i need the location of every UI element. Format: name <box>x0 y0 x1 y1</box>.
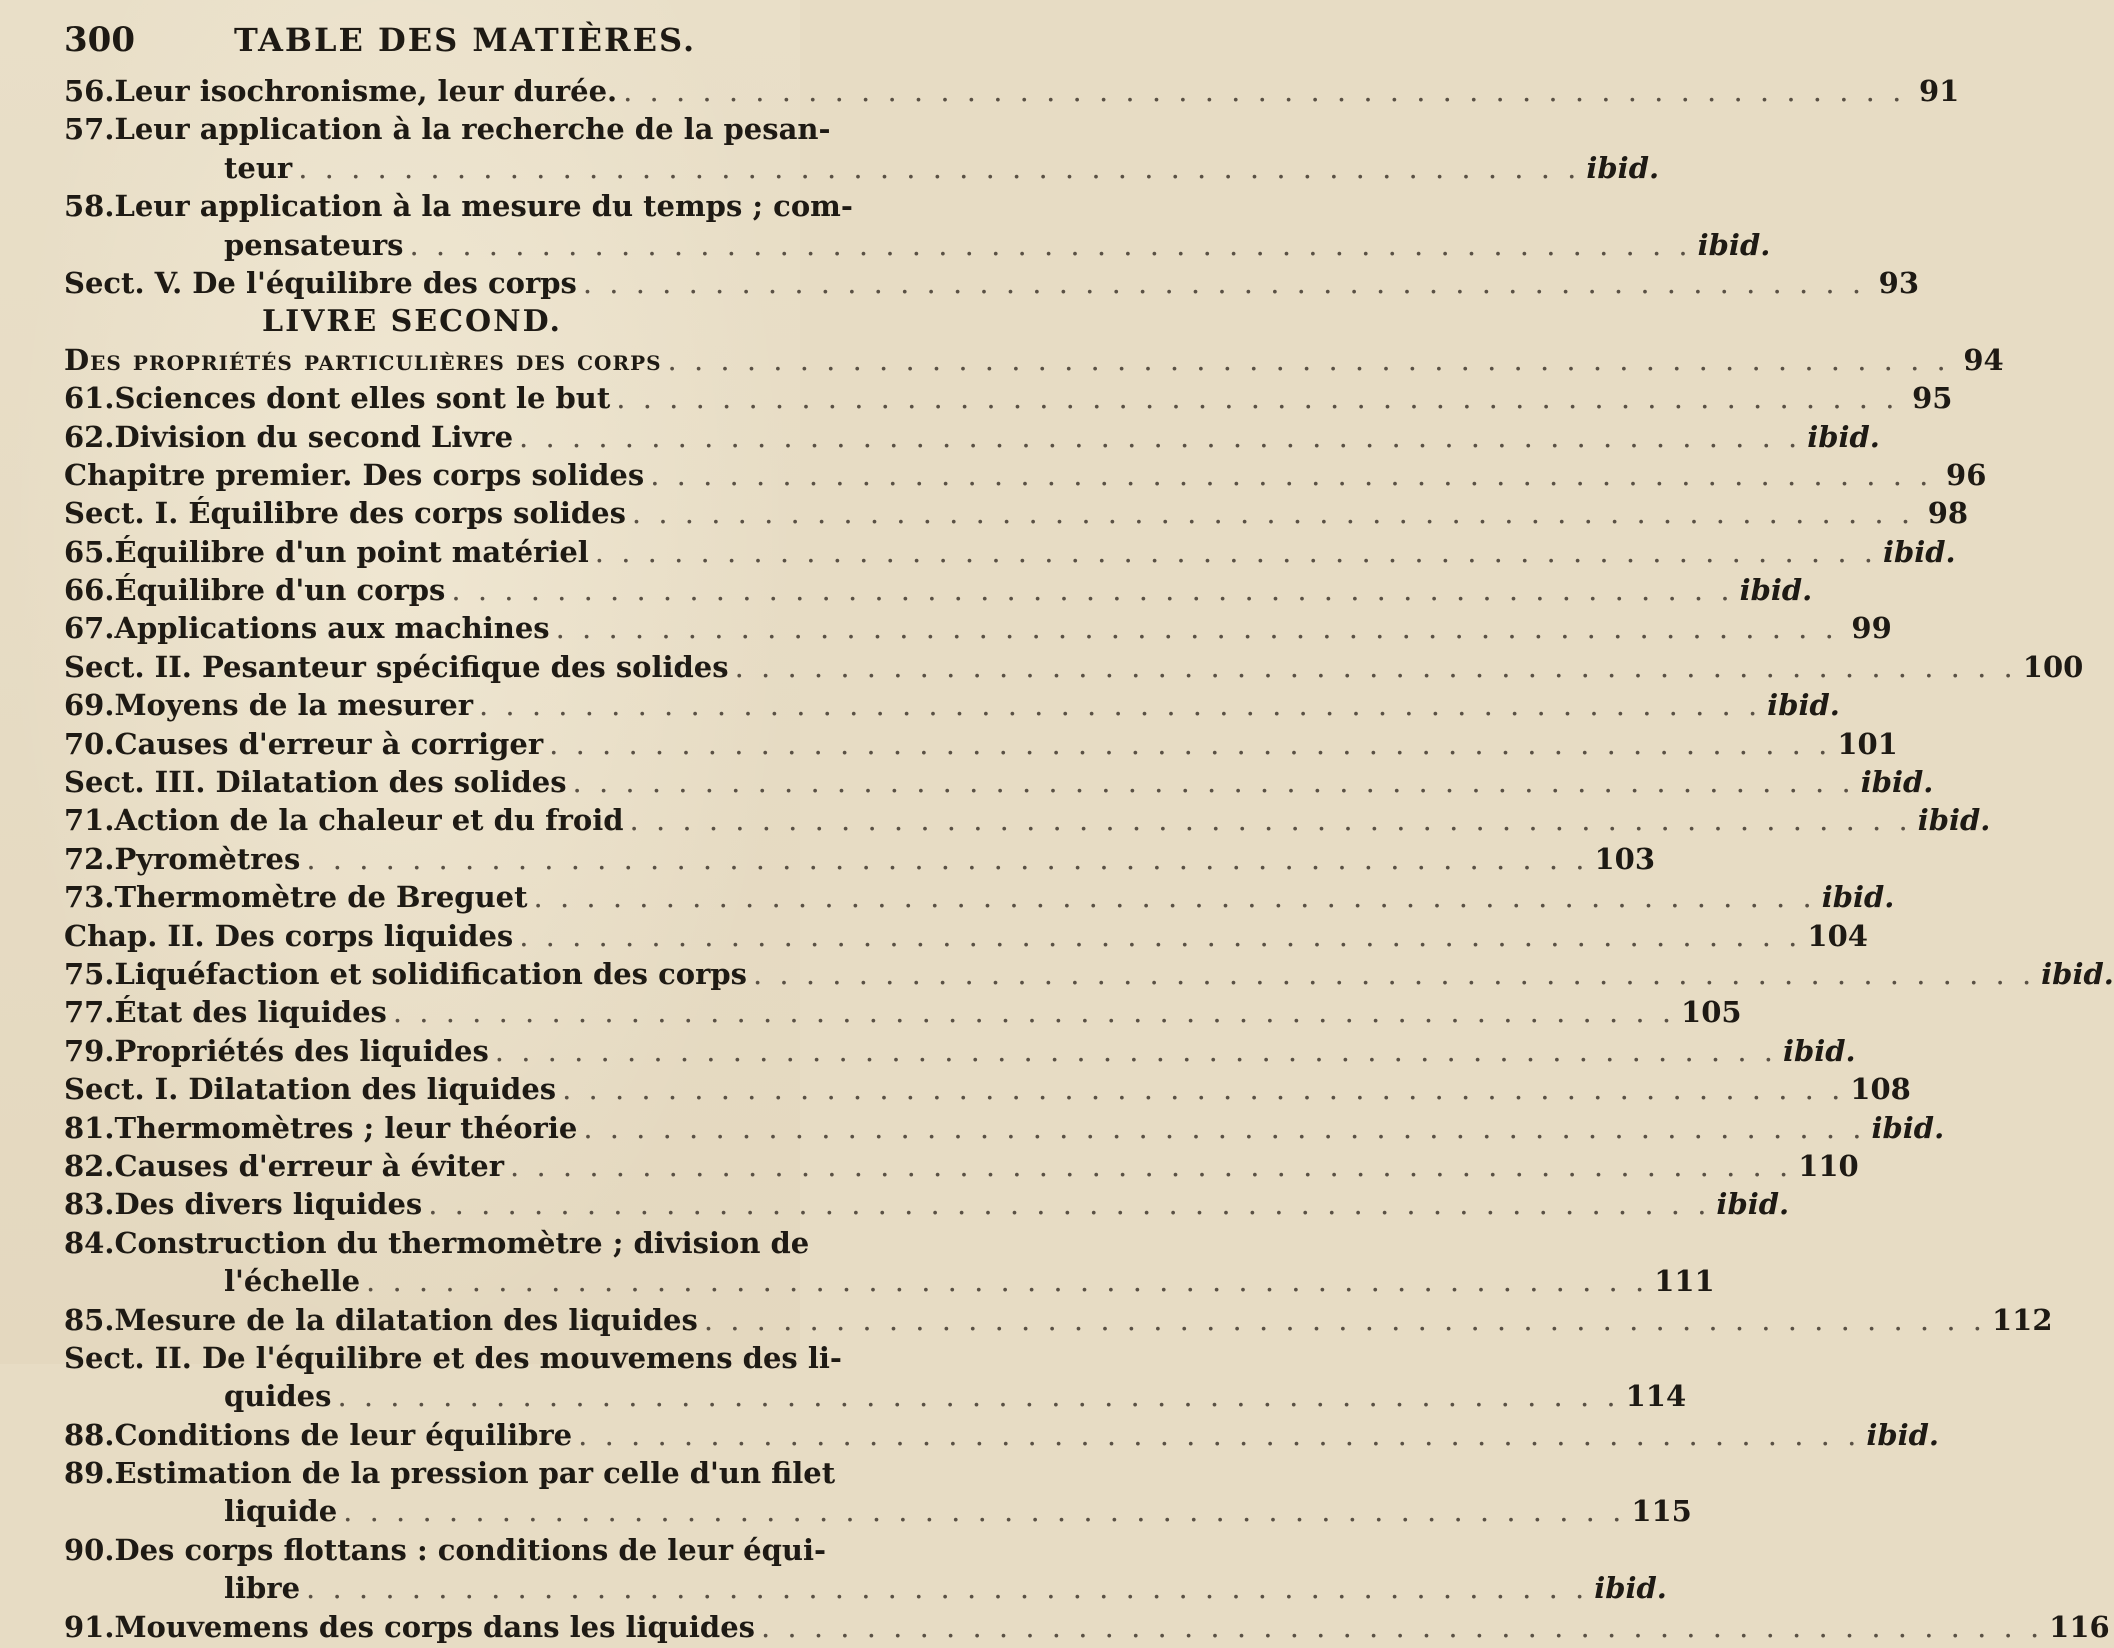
entry-number: 62. <box>64 419 115 454</box>
dot-leader <box>451 573 1733 607</box>
dot-leader <box>510 1149 1792 1183</box>
toc-entry <box>64 1187 1790 1225</box>
entry-number: 82. <box>64 1148 115 1183</box>
entry-text: Pyromètres <box>114 841 301 876</box>
entry-number: 84. <box>64 1225 115 1260</box>
entry-page: 114 <box>1625 1379 1687 1414</box>
entry-text: l'échelle <box>224 1264 361 1299</box>
toc-entry <box>64 534 1956 573</box>
entry-text: Sect. V. De l'équilibre des corps <box>64 265 577 300</box>
entry-page: ibid. <box>1882 534 1956 569</box>
entry-number: 85. <box>64 1302 115 1337</box>
entry-text: Sect. III. Dilatation des solides <box>64 765 567 800</box>
entry-page: 111 <box>1654 1264 1715 1299</box>
entry-text: Applications aux machines <box>114 611 550 646</box>
entry-page: ibid. <box>1767 688 1840 723</box>
toc-entry-continuation <box>64 1571 1667 1609</box>
toc-entry <box>64 1148 1859 1187</box>
toc-entry <box>64 74 1960 112</box>
entry-text: Thermomètre de Breguet <box>114 880 528 915</box>
toc-section-entry <box>64 265 1920 304</box>
entry-page: ibid. <box>2041 956 2114 991</box>
table-of-contents <box>64 74 2114 1648</box>
entry-text: Des divers liquides <box>114 1187 423 1222</box>
toc-entry <box>64 112 831 150</box>
dot-leader <box>534 880 1816 914</box>
toc-section-entry <box>64 1072 1911 1110</box>
entry-text: Moyens de la mesurer <box>114 688 473 723</box>
entry-text: libre <box>224 1571 301 1606</box>
entry-page: 108 <box>1850 1072 1911 1107</box>
toc-entry <box>64 726 1898 765</box>
entry-text: Sect. I. Dilatation des liquides <box>64 1072 557 1107</box>
entry-number: 72. <box>64 841 115 876</box>
entry-page: ibid. <box>1821 880 1895 915</box>
entry-page: ibid. <box>1594 1571 1667 1606</box>
toc-entry <box>64 995 1742 1033</box>
dot-leader <box>393 995 1675 1029</box>
entry-page: 104 <box>1807 918 1868 953</box>
entry-text: Construction du thermomètre ; division de <box>114 1225 810 1260</box>
dot-leader <box>428 1187 1710 1221</box>
dot-leader <box>573 765 1855 799</box>
toc-entry <box>64 688 1840 726</box>
entry-text: teur <box>224 150 293 185</box>
entry-number: 91. <box>64 1609 115 1644</box>
dot-leader <box>583 1111 1865 1145</box>
page-number: 300 <box>64 20 135 60</box>
entry-page: 98 <box>1927 496 1969 531</box>
dot-leader <box>583 266 1865 300</box>
entry-page: 91 <box>1918 74 1960 108</box>
entry-page: 96 <box>1946 457 1987 492</box>
entry-page: ibid. <box>1917 803 1991 838</box>
toc-entry <box>64 189 853 227</box>
toc-section-entry <box>64 342 2004 381</box>
entry-number: 57. <box>64 112 115 147</box>
entry-text: État des liquides <box>114 995 387 1030</box>
entry-page: 99 <box>1851 611 1892 646</box>
entry-text: Des propriétés particulières des corps <box>64 342 662 377</box>
toc-entry <box>64 1532 827 1571</box>
dot-leader <box>704 1303 1986 1337</box>
entry-text: Liquéfaction et solidification des corps <box>114 956 747 991</box>
entry-text: Division du second Livre <box>114 419 514 454</box>
dot-leader <box>735 650 2017 684</box>
entry-number: 88. <box>64 1417 115 1452</box>
dot-leader <box>479 688 1761 722</box>
dot-leader <box>556 611 1838 645</box>
entry-number: 65. <box>64 534 115 569</box>
entry-page: 110 <box>1798 1148 1859 1183</box>
entry-text: Estimation de la pression par celle d'un filet <box>114 1456 836 1491</box>
dot-leader <box>616 381 1898 415</box>
running-head <box>64 20 760 70</box>
dot-leader <box>578 1418 1860 1452</box>
entry-page: ibid. <box>1586 150 1660 185</box>
entry-number: 83. <box>64 1187 115 1222</box>
dot-leader <box>623 74 1905 108</box>
entry-text: Sect. II. Pesanteur spécifique des solides <box>64 649 729 684</box>
entry-text: Chap. II. Des corps liquides <box>64 918 514 953</box>
toc-entry <box>64 1417 1939 1456</box>
entry-number: 81. <box>64 1110 115 1145</box>
entry-page: ibid. <box>1866 1417 1939 1452</box>
toc-entry-continuation <box>64 1264 1715 1302</box>
entry-text: Leur isochronisme, leur durée. <box>114 74 618 108</box>
dot-leader <box>630 803 1912 837</box>
entry-page: ibid. <box>1807 419 1880 454</box>
running-title: TABLE DES MATIÈRES. <box>234 21 697 59</box>
book-heading <box>64 304 760 342</box>
entry-page: 112 <box>1991 1302 2053 1337</box>
entry-text: Équilibre d'un corps <box>114 573 446 608</box>
entry-text: Conditions de leur équilibre <box>114 1417 573 1452</box>
toc-entry <box>64 381 1953 419</box>
entry-number: 71. <box>64 803 115 838</box>
dot-leader <box>650 458 1932 492</box>
toc-entry <box>64 573 1813 611</box>
dot-leader <box>595 535 1877 569</box>
toc-entry <box>64 880 1895 918</box>
entry-text: quides <box>224 1379 332 1414</box>
entry-text: Sciences dont elles sont le but <box>114 381 611 416</box>
entry-page: ibid. <box>1871 1110 1945 1145</box>
toc-entry <box>64 803 1991 841</box>
entry-number: 75. <box>64 956 115 991</box>
toc-entry <box>64 419 1880 458</box>
entry-text: Thermomètres ; leur théorie <box>114 1110 578 1145</box>
dot-leader <box>562 1072 1844 1106</box>
entry-page: ibid. <box>1716 1187 1790 1222</box>
toc-entry <box>64 841 1656 880</box>
toc-section-entry <box>64 765 1934 803</box>
toc-entry <box>64 1302 2053 1341</box>
entry-number: 67. <box>64 611 115 646</box>
entry-number: 66. <box>64 573 115 608</box>
toc-entry-continuation <box>64 227 1771 266</box>
entry-page: 116 <box>2049 1609 2110 1644</box>
dot-leader <box>753 957 2035 991</box>
entry-page: 95 <box>1912 381 1953 416</box>
toc-entry <box>64 611 1892 649</box>
entry-number: 90. <box>64 1532 115 1567</box>
dot-leader <box>366 1264 1648 1298</box>
entry-number: 73. <box>64 880 115 915</box>
entry-number: 79. <box>64 1033 115 1068</box>
entry-text: Action de la chaleur et du froid <box>114 803 624 838</box>
entry-page: ibid. <box>1860 765 1934 800</box>
toc-entry <box>64 1225 810 1264</box>
entry-page: 105 <box>1681 995 1742 1030</box>
entry-number: 58. <box>64 189 115 224</box>
dot-leader <box>306 842 1588 876</box>
entry-text: Causes d'erreur à corriger <box>114 726 544 761</box>
toc-entry <box>64 1033 1856 1072</box>
entry-page: 100 <box>2022 649 2084 684</box>
toc-entry <box>64 1456 836 1494</box>
entry-text: pensateurs <box>224 227 404 262</box>
toc-entry <box>64 956 2114 995</box>
entry-text: Mouvemens des corps dans les liquides <box>114 1609 755 1644</box>
entry-text: Leur application à la recherche de la pesan- <box>114 112 831 147</box>
entry-number: 70. <box>64 726 115 761</box>
book-heading-text: LIVRE SECOND. <box>262 304 562 340</box>
dot-leader <box>632 496 1914 530</box>
entry-number: 56. <box>64 74 115 108</box>
entry-number: 69. <box>64 688 115 723</box>
entry-number: 77. <box>64 995 115 1030</box>
entry-page: 94 <box>1963 342 2004 377</box>
entry-page: ibid. <box>1782 1033 1856 1068</box>
toc-entry <box>64 1110 1945 1149</box>
toc-section-entry <box>64 649 2084 688</box>
toc-entry <box>64 1609 2110 1648</box>
toc-entry-continuation <box>64 1494 1692 1532</box>
entry-text: liquide <box>224 1494 338 1529</box>
entry-page: 101 <box>1837 726 1898 761</box>
entry-text: Mesure de la dilatation des liquides <box>114 1302 698 1337</box>
dot-leader <box>306 1571 1588 1605</box>
entry-page: 93 <box>1878 265 1920 300</box>
entry-text: Sect. II. De l'équilibre et des mouvemens des li- <box>64 1340 842 1375</box>
entry-number: 89. <box>64 1456 115 1491</box>
entry-page: 115 <box>1631 1494 1692 1529</box>
dot-leader <box>668 343 1950 377</box>
entry-text: Propriétés des liquides <box>114 1033 489 1068</box>
dot-leader <box>495 1034 1777 1068</box>
entry-text: Chapitre premier. Des corps solides <box>64 457 645 492</box>
toc-chapter-entry <box>64 457 1987 496</box>
dot-leader <box>343 1494 1625 1528</box>
dot-leader <box>409 228 1691 262</box>
entry-text: Des corps flottans : conditions de leur équi- <box>114 1532 827 1567</box>
dot-leader <box>298 151 1580 185</box>
dot-leader <box>519 420 1801 454</box>
entry-text: Équilibre d'un point matériel <box>114 534 589 569</box>
entry-page: ibid. <box>1739 573 1813 608</box>
toc-section-entry <box>64 1340 842 1379</box>
entry-page: ibid. <box>1697 227 1771 262</box>
dot-leader <box>549 727 1831 761</box>
entry-text: Sect. I. Équilibre des corps solides <box>64 496 626 531</box>
entry-text: Leur application à la mesure du temps ; com- <box>114 189 853 224</box>
toc-entry-continuation <box>64 150 1660 189</box>
toc-section-entry <box>64 496 1969 534</box>
dot-leader <box>519 919 1801 953</box>
entry-text: Causes d'erreur à éviter <box>114 1148 505 1183</box>
entry-number: 61. <box>64 381 115 416</box>
dot-leader <box>337 1379 1619 1413</box>
toc-entry-continuation <box>64 1379 1687 1417</box>
toc-chapter-entry <box>64 918 1868 957</box>
dot-leader <box>761 1610 2043 1644</box>
entry-page: 103 <box>1594 841 1656 876</box>
